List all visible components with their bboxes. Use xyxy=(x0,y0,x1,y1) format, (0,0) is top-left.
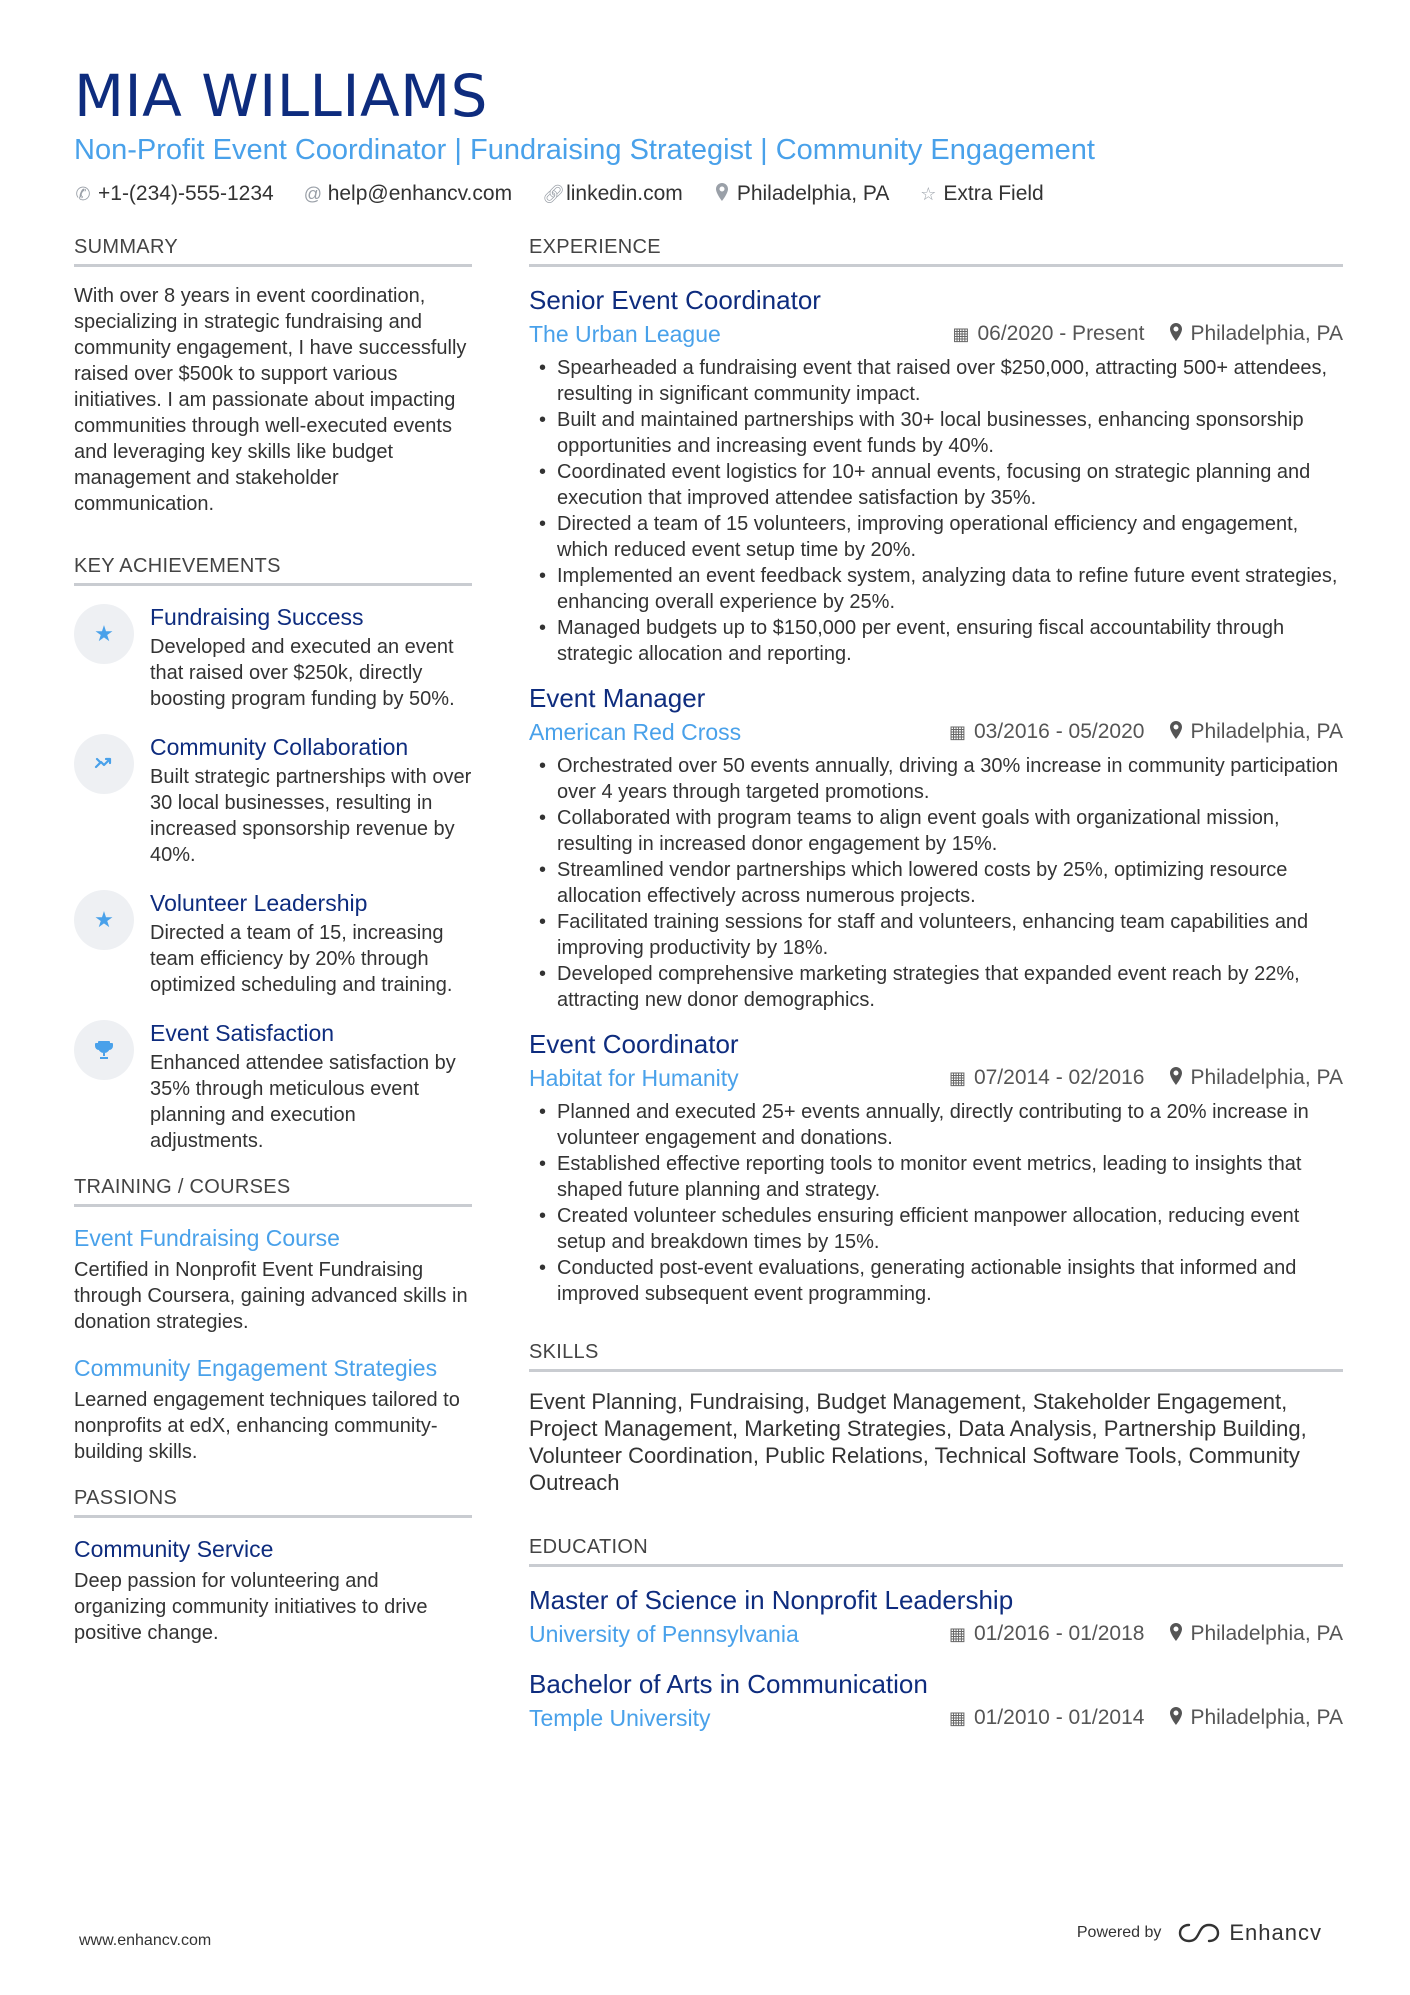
job-dates xyxy=(952,322,1144,346)
skills-heading: SKILLS xyxy=(529,1341,1343,1372)
achievement-item xyxy=(74,1018,472,1154)
training-section xyxy=(74,1176,472,1465)
achievement-desc: Built strategic partnerships with over 30 local businesses, resulting in increased sponsorship revenue by 40%. xyxy=(150,766,472,866)
dates-text: 06/2020 - Present xyxy=(977,322,1145,345)
handshake-icon xyxy=(74,734,134,794)
job-title: Event Coordinator xyxy=(529,1029,739,1059)
candidate-name: MIA WILLIAMS xyxy=(74,62,488,130)
bullet-item: • Implemented an event feedback system, analyzing data to refine future event strategies, enhancing overall experience by 25%. xyxy=(529,563,1343,615)
bullet-item: • Streamlined vendor partnerships which lowered costs by 25%, optimizing resource allocation effectively across numerous projects. xyxy=(529,857,1343,909)
school-name: University of Pennsylvania xyxy=(529,1621,799,1647)
passion-item xyxy=(74,1534,472,1646)
achievement-desc: Developed and executed an event that raised over $250k, directly boosting program funding by 50%. xyxy=(150,636,455,710)
degree-title: Bachelor of Arts in Communication xyxy=(529,1669,928,1699)
contact-linkedin[interactable] xyxy=(542,182,683,206)
training-heading: TRAINING / COURSES xyxy=(74,1176,472,1207)
summary-text: With over 8 years in event coordination, specializing in strategic fundraising and community engagement, I have successfully raised over $500k to support various initiatives. I am passionate about impacting communities through well-executed events and leveraging key skills like budget management and stakeholder communication. xyxy=(74,285,467,515)
company-name: Habitat for Humanity xyxy=(529,1065,739,1091)
course-desc: Certified in Nonprofit Event Fundraising through Coursera, gaining advanced skills in donation strategies. xyxy=(74,1259,468,1333)
education-meta xyxy=(529,1703,1343,1733)
course-item xyxy=(74,1223,472,1335)
passions-heading: PASSIONS xyxy=(74,1487,472,1518)
experience-heading: EXPERIENCE xyxy=(529,236,1343,267)
bullet-item: • Orchestrated over 50 events annually, driving a 30% increase in community participation over 4 years through targeted promotions. xyxy=(529,753,1343,805)
contact-extra xyxy=(919,182,1043,206)
course-item xyxy=(74,1353,472,1465)
contact-phone xyxy=(74,182,274,206)
location-pin-icon xyxy=(1170,1067,1182,1090)
bullet-item: • Managed budgets up to $150,000 per event, ensuring fiscal accountability through strategic allocation and reporting. xyxy=(529,615,1343,667)
education-location xyxy=(1170,1706,1343,1730)
right-column xyxy=(529,236,1343,1751)
experience-section xyxy=(529,236,1343,1307)
achievements-heading: KEY ACHIEVEMENTS xyxy=(74,555,472,586)
enhancv-logo[interactable] xyxy=(1177,1920,1322,1946)
education-location xyxy=(1170,1622,1343,1646)
education-section xyxy=(529,1536,1343,1733)
achievement-item xyxy=(74,602,472,712)
bullet-item: • Coordinated event logistics for 10+ annual events, focusing on strategic planning and execution that improved attendee satisfaction by 35%. xyxy=(529,459,1343,511)
extra-text: Extra Field xyxy=(943,182,1044,205)
skills-text: Event Planning, Fundraising, Budget Management, Stakeholder Engagement, Project Management, Marketing Strategies, Data Analysis, Partnership Building, Volunteer Coordination, Public Relations, Technical Software Tools, Community Outreach xyxy=(529,1389,1307,1495)
job-dates xyxy=(949,720,1145,744)
at-icon: @ xyxy=(303,183,322,204)
location-pin-icon xyxy=(713,183,731,206)
passion-desc: Deep passion for volunteering and organizing community initiatives to drive positive change. xyxy=(74,1570,428,1644)
job-entry xyxy=(529,681,1343,1013)
job-bullets xyxy=(529,1099,1343,1307)
education-entry xyxy=(529,1583,1343,1649)
contact-bar xyxy=(74,182,1344,206)
phone-text: +1-(234)-555-1234 xyxy=(98,182,274,205)
skills-section xyxy=(529,1341,1343,1496)
job-meta xyxy=(529,717,1343,747)
location-pin-icon xyxy=(1170,1707,1182,1730)
course-title: Community Engagement Strategies xyxy=(74,1355,438,1381)
footer-website[interactable]: www.enhancv.com xyxy=(79,1932,212,1949)
powered-by-text: Powered by xyxy=(1076,1924,1162,1941)
trophy-icon xyxy=(74,1020,134,1080)
bullet-item: • Developed comprehensive marketing strategies that expanded event reach by 22%, attracting new donor demographics. xyxy=(529,961,1343,1013)
bullet-item: • Spearheaded a fundraising event that raised over $250,000, attracting 500+ attendees, resulting in significant community impact. xyxy=(529,355,1343,407)
link-icon: 🔗︎ xyxy=(542,183,565,204)
achievement-title: Volunteer Leadership xyxy=(150,890,368,916)
location-text: Philadelphia, PA xyxy=(1190,1622,1343,1645)
location-text: Philadelphia, PA xyxy=(736,182,890,205)
job-entry xyxy=(529,283,1343,667)
calendar-icon: ▦ xyxy=(948,1707,966,1728)
dates-text: 01/2016 - 01/2018 xyxy=(973,1622,1145,1645)
star-outline-icon: ☆ xyxy=(920,183,937,204)
candidate-headline: Non-Profit Event Coordinator | Fundraising Strategist | Community Engagement xyxy=(74,134,1095,166)
company-name: The Urban League xyxy=(529,321,721,347)
achievement-item xyxy=(74,888,472,998)
education-heading: EDUCATION xyxy=(529,1536,1343,1567)
dates-text: 03/2016 - 05/2020 xyxy=(973,720,1145,743)
location-pin-icon xyxy=(1170,721,1182,744)
education-meta xyxy=(529,1619,1343,1649)
location-pin-icon xyxy=(1170,323,1182,346)
job-dates xyxy=(949,1066,1145,1090)
bullet-item: • Directed a team of 15 volunteers, improving operational efficiency and engagement, which reduced event setup time by 20%. xyxy=(529,511,1343,563)
job-entry xyxy=(529,1027,1343,1307)
passion-title: Community Service xyxy=(74,1536,274,1562)
dates-text: 01/2010 - 01/2014 xyxy=(973,1706,1145,1729)
course-title: Event Fundraising Course xyxy=(74,1225,340,1251)
calendar-icon: ▦ xyxy=(948,1067,966,1088)
degree-title: Master of Science in Nonprofit Leadership xyxy=(529,1585,1014,1615)
calendar-icon: ▦ xyxy=(952,323,970,344)
calendar-icon: ▦ xyxy=(948,721,966,742)
location-text: Philadelphia, PA xyxy=(1190,1706,1343,1729)
achievement-desc: Directed a team of 15, increasing team efficiency by 20% through optimized scheduling and training. xyxy=(150,922,453,996)
location-text: Philadelphia, PA xyxy=(1190,720,1343,743)
dates-text: 07/2014 - 02/2016 xyxy=(973,1066,1145,1089)
job-location xyxy=(1170,322,1343,346)
infinity-logo-icon xyxy=(1177,1921,1221,1945)
job-title: Event Manager xyxy=(529,683,706,713)
location-pin-icon xyxy=(1170,1623,1182,1646)
course-desc: Learned engagement techniques tailored to nonprofits at edX, enhancing community-building skills. xyxy=(74,1389,460,1463)
phone-icon: ✆ xyxy=(75,183,91,204)
star-icon: ★ xyxy=(74,890,134,950)
star-icon: ★ xyxy=(74,604,134,664)
calendar-icon: ▦ xyxy=(948,1623,966,1644)
job-meta xyxy=(529,319,1343,349)
company-name: American Red Cross xyxy=(529,719,742,745)
achievement-item xyxy=(74,732,472,868)
education-dates xyxy=(949,1622,1145,1646)
summary-section xyxy=(74,236,472,517)
job-location xyxy=(1170,1066,1343,1090)
location-text: Philadelphia, PA xyxy=(1190,1066,1343,1089)
education-entry xyxy=(529,1667,1343,1733)
bullet-item: • Planned and executed 25+ events annually, directly contributing to a 20% increase in volunteer engagement and donations. xyxy=(529,1099,1343,1151)
brand-name: Enhancv xyxy=(1229,1920,1322,1945)
email-text[interactable]: help@enhancv.com xyxy=(327,182,513,205)
achievement-title: Fundraising Success xyxy=(150,604,364,630)
achievement-title: Community Collaboration xyxy=(150,734,409,760)
job-title: Senior Event Coordinator xyxy=(529,285,821,315)
bullet-item: • Conducted post-event evaluations, generating actionable insights that informed and improved subsequent event programming. xyxy=(529,1255,1343,1307)
contact-location xyxy=(713,182,890,206)
education-dates xyxy=(949,1706,1145,1730)
left-column xyxy=(74,236,472,1664)
bullet-item: • Built and maintained partnerships with 30+ local businesses, enhancing sponsorship opportunities and increasing event funds by 40%. xyxy=(529,407,1343,459)
summary-heading: SUMMARY xyxy=(74,236,472,267)
job-bullets xyxy=(529,753,1343,1013)
bullet-item: • Facilitated training sessions for staff and volunteers, enhancing team capabilities and improving productivity by 18%. xyxy=(529,909,1343,961)
job-bullets xyxy=(529,355,1343,667)
contact-email[interactable] xyxy=(304,182,512,206)
footer-branding xyxy=(1077,1920,1322,1946)
bullet-item: • Created volunteer schedules ensuring efficient manpower allocation, reducing event setup and breakdown times by 15%. xyxy=(529,1203,1343,1255)
resume-header xyxy=(74,62,1344,206)
bullet-item: • Established effective reporting tools to monitor event metrics, leading to insights that shaped future planning and strategy. xyxy=(529,1151,1343,1203)
passions-section xyxy=(74,1487,472,1646)
job-meta xyxy=(529,1063,1343,1093)
achievements-section xyxy=(74,555,472,1154)
linkedin-text[interactable]: linkedin.com xyxy=(566,182,683,205)
achievement-desc: Enhanced attendee satisfaction by 35% through meticulous event planning and execution adjustments. xyxy=(150,1052,456,1152)
achievement-title: Event Satisfaction xyxy=(150,1020,335,1046)
location-text: Philadelphia, PA xyxy=(1190,322,1343,345)
job-location xyxy=(1170,720,1343,744)
school-name: Temple University xyxy=(529,1705,711,1731)
bullet-item: • Collaborated with program teams to align event goals with organizational mission, resulting in increased donor engagement by 15%. xyxy=(529,805,1343,857)
